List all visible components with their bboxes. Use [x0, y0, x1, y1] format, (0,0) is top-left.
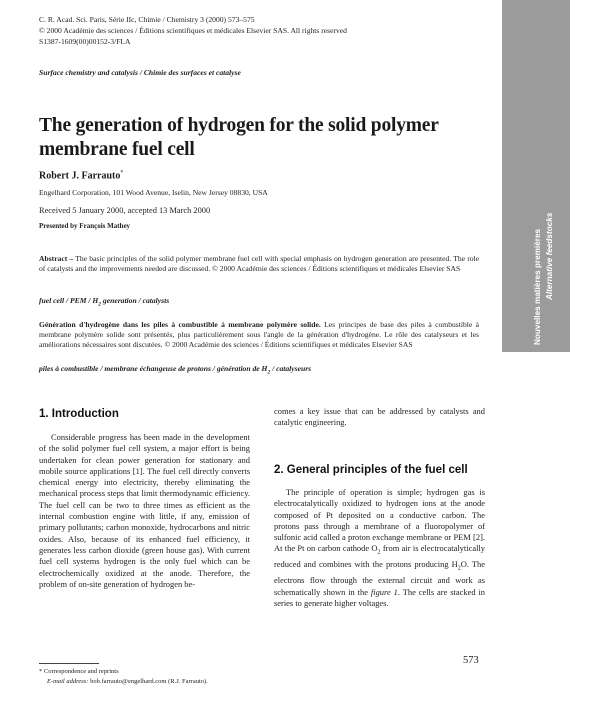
journal-header	[39, 14, 347, 47]
footnote-correspondence: * Correspondence and reprints	[39, 668, 119, 675]
keywords: fuel cell / PEM / $H_2$ generation / catalysts	[39, 296, 170, 308]
introduction-continued-text: comes a key issue that can be addressed by catalysts and catalytic engineering.	[274, 406, 485, 428]
footnote	[39, 667, 208, 686]
mots-cles: piles à combustible / membrane échangeuse de protons / génération de $H_2$ / catalyseurs	[39, 364, 312, 376]
principles-column	[274, 487, 485, 609]
sidebar-category-fr: Nouvelles matières premières	[533, 228, 542, 345]
footnote-rule	[39, 663, 99, 664]
figure-reference[interactable]: figure 1	[370, 586, 398, 597]
author-footnote-mark: *	[120, 170, 124, 176]
author-name: Robert J. Farrauto	[39, 170, 121, 182]
page-number: 573	[463, 655, 479, 666]
resume-text: Les principes de base des piles à combustible à membrane polymère solide sont présentés, plus particulièrement sous l'angle de la génération d'hydrogène. Le rôle des catalyseurs et les améliorations nécessaires sont discutées. © 2000 Académie des sciences / Éditions scientifiques et médicales Elsevier SAS	[39, 320, 479, 350]
header-doi: S1387-1609(00)00152-3/FLA	[39, 37, 131, 46]
presented-by: Presented by François Mathey	[39, 222, 131, 230]
introduction-paragraph: Considerable progress has been made in the development of the solid polymer fuel cell system, a major effort is being undertaken for clean power generation for stationary and mobile source applications [1]. The fuel cell directly converts chemical energy into electricity, thereby eliminating the mechanical process steps that limit thermodynamic efficiency. The fuel cell can be two to three times as efficient as the internal combustion engine with little, if any, emission of primary pollutants; carbon monoxide, hydrocarbons and nitric oxides. Also, because of its enhanced fuel efficiency, it generates less carbon dioxide (green house gas). With current fuel cell systems hydrogen is the only fuel which can be electrochemically oxidized at the anode. Therefore, the problem of on-site generation of hydrogen be-	[39, 432, 250, 589]
introduction-column	[39, 432, 250, 590]
abstract	[39, 254, 479, 274]
article-title: The generation of hydrogen for the solid polymer membrane fuel cell	[39, 115, 439, 160]
header-citation: C. R. Acad. Sci. Paris, Série IIc, Chimie / Chemistry 3 (2000) 573–575	[39, 15, 255, 24]
author	[39, 170, 123, 181]
dates: Received 5 January 2000, accepted 13 March 2000	[39, 206, 211, 215]
affiliation: Engelhard Corporation, 101 Wood Avenue, Iselin, New Jersey 08830, USA	[39, 188, 268, 197]
section-label: Surface chemistry and catalysis / Chimie des surfaces et catalyse	[39, 68, 241, 77]
introduction-continued	[274, 406, 485, 429]
principles-paragraph: The principle of operation is simple; hydrogen gas is electrocatalytically oxidized to hydrogen ions at the anode composed of Pt deposited on a conductive carbon. The protons pass through a membrane of a fluoropolymer of sulfonic acid called a proton exchange membrane or PEM [2]. At the Pt on carbon cathode $O_2$ from air is electrocatalytically reduced and combines with the protons producing $H_2O$. The electrons flow through the external circuit and work as schematically shown in the figure 1. The cells are stacked in series to generate higher voltages.	[274, 487, 486, 609]
resume-title: Génération d'hydrogène dans les piles à combustible à membrane polymère solide.	[39, 320, 321, 329]
abstract-label: Abstract –	[39, 254, 74, 263]
resume	[39, 320, 479, 351]
header-copyright: © 2000 Académie des sciences / Éditions scientifiques et médicales Elsevier SAS. All rights reserved	[39, 26, 347, 35]
sidebar-category-en: Alternative feedstocks	[545, 212, 554, 300]
section-heading-principles: 2. General principles of the fuel cell	[274, 464, 468, 476]
section-heading-introduction: 1. Introduction	[39, 408, 119, 420]
footnote-email: E-mail address: bob.farrauto@engelhard.com (R.J. Farrauto).	[47, 677, 208, 685]
abstract-text: The basic principles of the solid polymer membrane fuel cell with special emphasis on hydrogen generation are presented. The role of catalysts and the improvements needed are discussed. © 2000 Académie des sciences / Éditions scientifiques et médicales Elsevier SAS	[39, 254, 480, 274]
